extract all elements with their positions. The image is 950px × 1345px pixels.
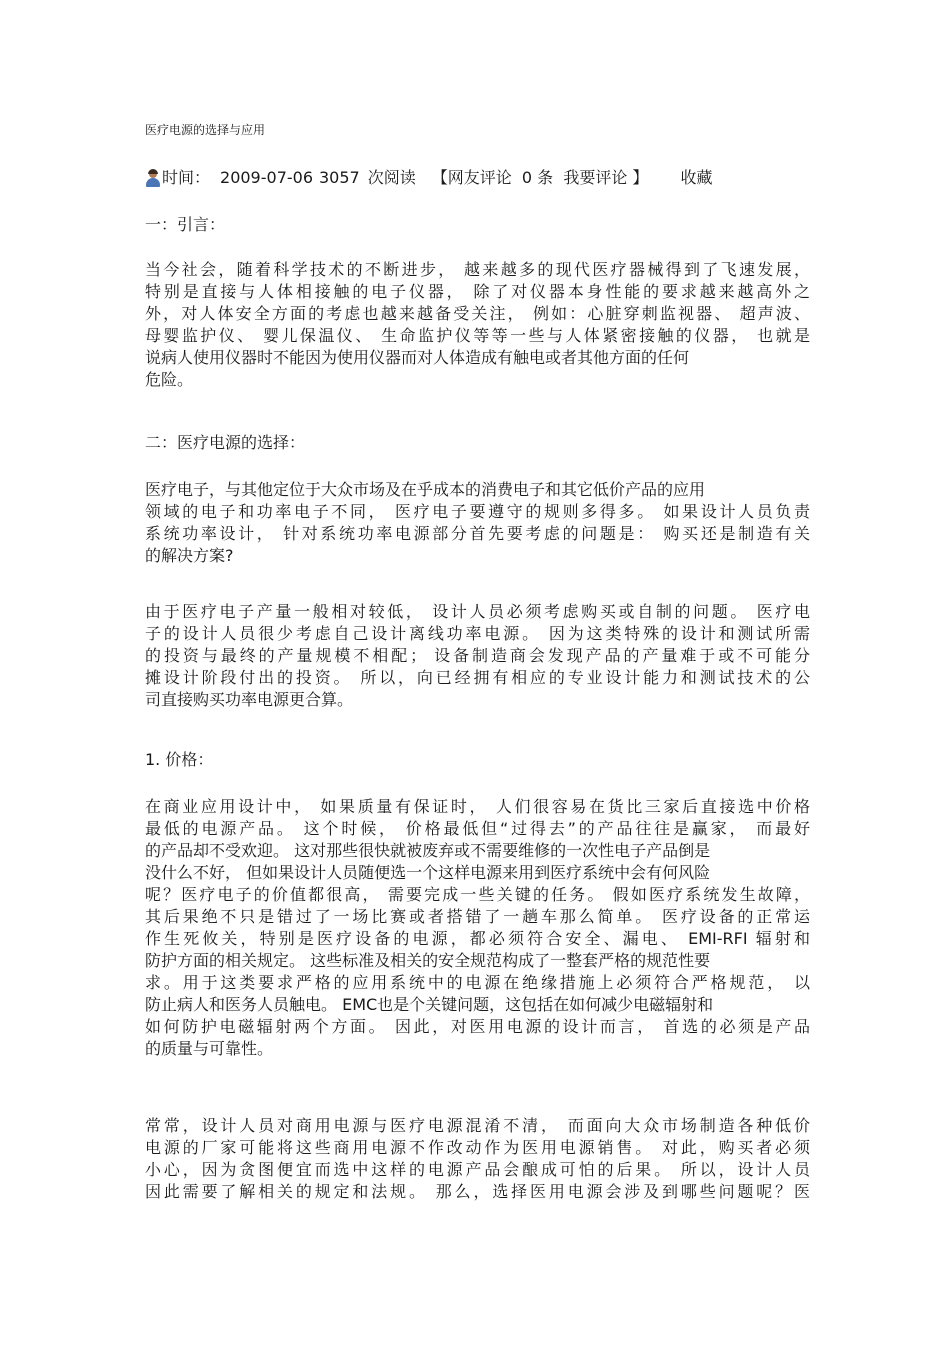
text-line: 危险。 [145,370,194,389]
favorite-link[interactable]: 收藏 [680,168,713,187]
comment-link[interactable]: 【网友评论 0 条 我要评论 】 [431,168,649,187]
publish-date: 2009-07-06 [220,168,313,187]
paragraph [145,601,810,711]
time-label: 时间： [162,168,211,187]
text-line: 因此需要了解相关的规定和法规。 那么，选择医用电源会涉及到哪些问题呢？医 [145,1182,810,1201]
text-line: 领域的电子和功率电子不同， 医疗电子要遵守的规则多得多。 如果设计人员负责 [145,502,810,521]
text-line: 没什么不好， 但如果设计人员随便选一个这样电源来用到医疗系统中会有何风险 [145,863,711,882]
text-line: 防护方面的相关规定。 这些标准及相关的安全规范构成了一整套严格的规范性要 [145,951,711,970]
paragraph [145,796,810,1060]
text-line: 摊设计阶段付出的投资。 所以，向已经拥有相应的专业设计能力和测试技术的公 [145,668,810,687]
text-line: 作生死攸关，特别是医疗设备的电源，都必须符合安全、漏电、 EMI-RFI 辐射和 [145,929,810,948]
text-line: 的质量与可靠性。 [145,1039,274,1058]
text-line: 当今社会，随着科学技术的不断进步， 越来越多的现代医疗器械得到了飞速发展， [145,260,810,279]
text-line: 小心，因为贪图便宜而选中这样的电源产品会酿成可怕的后果。 所以，设计人员 [145,1160,810,1179]
text-line: 求。用于这类要求严格的应用系统中的电源在绝缘措施上必须符合严格规范， 以 [145,973,810,992]
text-line: 的解决方案? [145,546,234,565]
text-line: 防止病人和医务人员触电。 EMC也是个关键问题，这包括在如何减少电磁辐射和 [145,995,714,1014]
text-line: 特别是直接与人体相接触的电子仪器， 除了对仪器本身性能的要求越来越高外之 [145,282,810,301]
text-line: 母婴监护仪、 婴儿保温仪、 生命监护仪等等一些与人体紧密接触的仪器， 也就是 [145,326,810,345]
text-line: 子的设计人员很少考虑自己设计离线功率电源。 因为这类特殊的设计和测试所需 [145,624,810,643]
text-line: 其后果绝不只是错过了一场比赛或者搭错了一趟车那么简单。 医疗设备的正常运 [145,907,810,926]
section-heading-price: 1. 价格： [145,750,214,769]
text-line: 外，对人体安全方面的考虑也越来越备受关注， 例如：心脏穿刺监视器、 超声波、 [145,304,810,323]
paragraph [145,259,810,391]
text-line: 的投资与最终的产量规模不相配； 设备制造商会发现产品的产量难于或不可能分 [145,646,810,665]
text-line: 医疗电子，与其他定位于大众市场及在乎成本的消费电子和其它低价产品的应用 [145,480,706,499]
section-heading-intro: 一：引言： [145,215,226,234]
text-line: 的产品却不受欢迎。 这对那些很快就被废弃或不需要维修的一次性电子产品倒是 [145,841,711,860]
views-label: 次阅读 [367,168,416,187]
view-count: 3057 [319,168,360,187]
document-title: 医疗电源的选择与应用 [145,123,266,137]
text-line: 在商业应用设计中， 如果质量有保证时， 人们很容易在货比三家后直接选中价格 [145,797,810,816]
text-line: 如何防护电磁辐射两个方面。 因此，对医用电源的设计而言， 首选的必须是产品 [145,1017,810,1036]
user-icon [145,170,161,187]
text-line: 呢？医疗电子的价值都很高， 需要完成一些关键的任务。 假如医疗系统发生故障， [145,885,810,904]
text-line: 电源的厂家可能将这些商用电源不作改动作为医用电源销售。 对此，购买者必须 [145,1138,810,1157]
paragraph [145,1115,810,1203]
text-line: 说病人使用仪器时不能因为使用仪器而对人体造成有触电或者其他方面的任何 [145,348,690,367]
text-line: 司直接购买功率电源更合算。 [145,690,354,709]
paragraph [145,479,810,567]
section-heading-selection: 二：医疗电源的选择： [145,433,306,452]
text-line: 系统功率设计， 针对系统功率电源部分首先要考虑的问题是： 购买还是制造有关 [145,524,810,543]
text-line: 最低的电源产品。 这个时候， 价格最低但“过得去”的产品往往是赢家， 而最好 [145,819,810,838]
article-meta [145,168,712,188]
text-line: 常常，设计人员对商用电源与医疗电源混淆不清， 而面向大众市场制造各种低价 [145,1116,810,1135]
text-line: 由于医疗电子产量一般相对较低， 设计人员必须考虑购买或自制的问题。 医疗电 [145,602,810,621]
